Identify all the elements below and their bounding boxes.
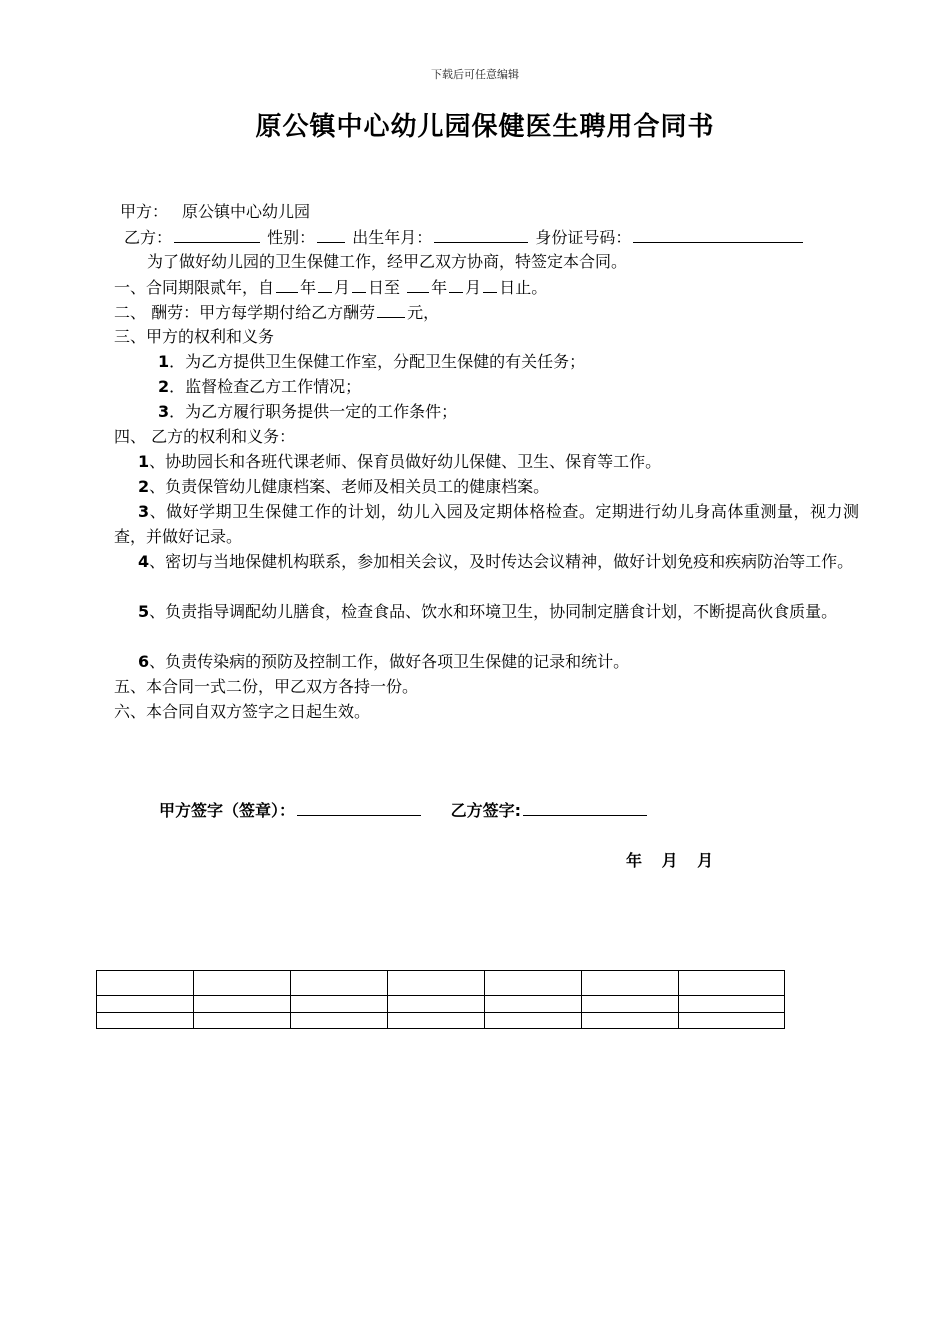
table-row <box>97 971 785 996</box>
party-a-line <box>120 199 310 224</box>
table-row <box>97 1013 785 1029</box>
clause-3-item: 1．为乙方提供卫生保健工作室，分配卫生保健的有关任务； <box>158 352 586 371</box>
header-note: 下载后可任意编辑 <box>431 68 519 81</box>
clause-6: 六、本合同自双方签字之日起生效。 <box>114 702 371 721</box>
party-a-label: 甲方： <box>120 202 169 221</box>
name-blank <box>174 224 260 243</box>
clause-4-item: 6、负责传染病的预防及控制工作，做好各项卫生保健的记录和统计。 <box>138 652 630 671</box>
clause-4-item: 1、协助园长和各班代课老师、保育员做好幼儿保健、卫生、保育等工作。 <box>138 452 662 471</box>
clause-4-item: 3、做好学期卫生保健工作的计划，幼儿入园及定期体格检查。定期进行幼儿身高体重测量，视力测查，并做好记录。 <box>114 502 859 546</box>
signature-block <box>159 797 649 821</box>
party-a-signature: 甲方签字（签章）： <box>159 797 423 821</box>
date-line: 年 月 月 <box>626 851 714 870</box>
clause-2: 二、 酬劳：甲方每学期付给乙方酬劳 元， <box>114 299 439 325</box>
clause-1: 一、合同期限贰年，自 年 月 日至 年 月 日止。 <box>114 274 547 300</box>
clause-3-heading: 三、甲方的权利和义务 <box>114 327 275 346</box>
id-blank <box>633 224 803 243</box>
party-a-name: 原公镇中心幼儿园 <box>182 202 311 221</box>
clause-3-item: 2．监督检查乙方工作情况； <box>158 377 362 396</box>
party-b-line <box>124 224 805 250</box>
clause-4-item: 5、负责指导调配幼儿膳食，检查食品、饮水和环境卫生，协同制定膳食计划，不断提高伙食质量。 <box>138 602 838 621</box>
table-row <box>97 996 785 1013</box>
document-title: 原公镇中心幼儿园保健医生聘用合同书 <box>255 112 715 142</box>
gender-blank <box>317 224 345 243</box>
clause-4-item: 2、负责保管幼儿健康档案、老师及相关员工的健康档案。 <box>138 477 550 496</box>
party-b-label: 乙方： <box>124 228 173 247</box>
gender-label: 性别： <box>267 228 316 247</box>
party-b-signature: 乙方签字: <box>451 797 649 821</box>
blank-grid-table <box>96 970 785 1029</box>
id-label: 身份证号码： <box>535 228 632 247</box>
clause-4-item: 4、密切与当地保健机构联系，参加相关会议，及时传达会议精神，做好计划免疫和疾病防治等工作。 <box>138 552 854 571</box>
birth-label: 出生年月： <box>352 228 433 247</box>
clause-3-item: 3．为乙方履行职务提供一定的工作条件； <box>158 402 458 421</box>
clause-4-heading: 四、 乙方的权利和义务： <box>114 427 296 446</box>
intro-paragraph: 为了做好幼儿园的卫生保健工作，经甲乙双方协商，特签定本合同。 <box>147 252 628 271</box>
clause-5: 五、本合同一式二份，甲乙双方各持一份。 <box>114 677 419 696</box>
birth-blank <box>434 224 528 243</box>
